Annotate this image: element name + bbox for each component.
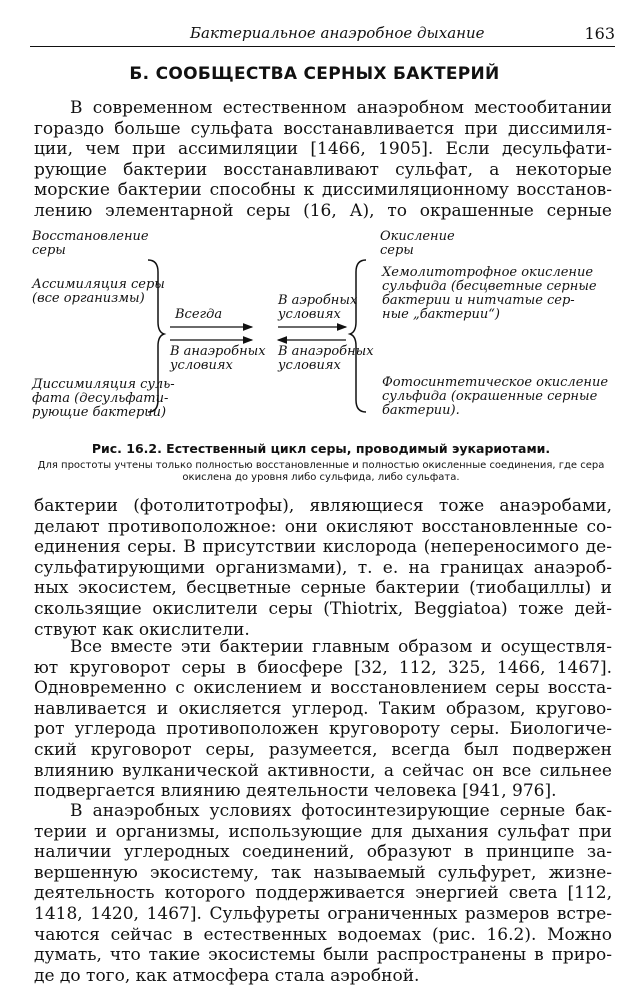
- text-line: В современном естественном анаэробном местообитании: [70, 98, 612, 118]
- intro-paragraph: [34, 98, 612, 222]
- text-line: ют круговорот серы в биосфере [32, 112, 325, 1466, 1467].: [34, 657, 612, 678]
- sulfur-cycle-diagram: [30, 230, 620, 435]
- text-line: ствуют как окислители.: [34, 619, 250, 640]
- caption-text: Для простоты учтены только полностью восстановленные и полностью окисленные соединения, где сера окислена до уровня либо сульфида, либо сульфата.: [37, 460, 605, 483]
- label-line: Диссимиляция суль-: [32, 377, 175, 392]
- always-label: Всегда: [175, 307, 223, 322]
- text-line: деятельность которого поддерживается энергией света [112,: [34, 883, 612, 904]
- label-line: Ассимиляция серы: [32, 277, 165, 292]
- text-line: влиянию вулканической активности, а сейчас он все сильнее: [34, 760, 612, 781]
- text-line: навливается и окисляется углерод. Таким образом, кругово-: [34, 698, 612, 719]
- figure-caption: [30, 441, 612, 484]
- text-line: 1418, 1420, 1467]. Сульфуреты ограниченных размеров встре-: [34, 903, 612, 924]
- label-line: В анаэробных: [278, 344, 374, 359]
- label-line: сульфида (окрашенные серные: [382, 389, 598, 404]
- caption-title: Рис. 16.2. Естественный цикл серы, проводимый эукариотами.: [91, 441, 551, 456]
- label-line: сульфида (бесцветные серные: [382, 279, 597, 294]
- label-line: бактерии и нитчатые сер-: [382, 293, 575, 308]
- label-line: серы: [32, 243, 66, 258]
- paragraph-2: [34, 637, 612, 802]
- label-line: В анаэробных: [170, 344, 266, 359]
- text-line: сульфатирующими организмами), т. е. на границах анаэроб-: [34, 557, 612, 578]
- text-line: В анаэробных условиях фотосинтезирующие серные бак-: [70, 801, 612, 821]
- page-number: 163: [584, 24, 615, 43]
- label-line: рующие бактерии): [32, 405, 167, 420]
- text-line: делают противоположное: они окисляют восстановленные со-: [34, 516, 612, 537]
- text-line: думать, что такие экосистемы были распространены в приро-: [34, 945, 612, 966]
- label-line: Фотосинтетическое окисление: [382, 375, 609, 390]
- text-line: лению элементарной серы (16, А), то окрашенные серные: [34, 200, 612, 221]
- text-line: Все вместе эти бактерии главным образом и осуществля-: [70, 637, 612, 657]
- text-line: скользящие окислители серы (Thiotrix, Beggiatoa) тоже дей-: [34, 598, 612, 619]
- text-line: Одновременно с окислением и восстановлением серы восста-: [34, 678, 612, 699]
- diagram-lines: [30, 230, 620, 435]
- text-line: де до того, как атмосфера стала аэробной.: [34, 965, 420, 986]
- label-line: фата (десульфати-: [32, 391, 169, 406]
- text-line: вершенную экосистему, так называемый сульфурет, жизне-: [34, 862, 612, 883]
- text-line: ции, чем при ассимиляции [1466, 1905]. Если десульфати-: [34, 139, 612, 160]
- paragraph-3: [34, 801, 612, 986]
- label-line: В аэробных: [278, 293, 358, 308]
- text-line: единения серы. В присутствии кислорода (непереносимого де-: [34, 537, 612, 558]
- label-line: Хемолитотрофное окисление: [382, 265, 594, 280]
- label-line: ные „бактерии“): [382, 307, 500, 322]
- label-line: условиях: [278, 307, 341, 322]
- left-brace: [148, 260, 164, 412]
- text-line: чаются сейчас в естественных водоемах (рис. 16.2). Можно: [34, 924, 612, 945]
- label-line: условиях: [278, 358, 341, 373]
- page-header: [30, 22, 615, 47]
- paragraph-1: [34, 496, 612, 640]
- section-title: Б. СООБЩЕСТВА СЕРНЫХ БАКТЕРИЙ: [129, 64, 500, 84]
- label-line: условиях: [170, 358, 233, 373]
- text-line: рот углерода противоположен круговороту серы. Биологиче-: [34, 719, 612, 740]
- label-line: Окисление: [380, 229, 455, 244]
- label-line: серы: [380, 243, 414, 258]
- label-line: Восстановление: [32, 229, 149, 244]
- label-line: бактерии).: [382, 403, 460, 418]
- text-line: терии и организмы, использующие для дыхания сульфат при: [34, 821, 612, 842]
- text-line: бактерии (фотолитотрофы), являющиеся тоже анаэробами,: [34, 496, 612, 516]
- text-line: рующие бактерии восстанавливают сульфат, а некоторые: [34, 159, 612, 180]
- running-title: Бактериальное анаэробное дыхание: [190, 24, 485, 42]
- text-line: наличии углеродных соединений, образуют в принципе за-: [34, 842, 612, 863]
- text-line: ных экосистем, бесцветные серные бактерии (тиобациллы) и: [34, 578, 612, 599]
- label-line: (все организмы): [32, 291, 145, 306]
- text-line: ский круговорот серы, разумеется, всегда был подвержен: [34, 739, 612, 760]
- text-line: подвергается влиянию деятельности человека [941, 976].: [34, 781, 557, 802]
- right-brace: [350, 260, 366, 412]
- text-line: морские бактерии способны к диссимиляционному восстанов-: [34, 180, 612, 201]
- text-line: гораздо больше сульфата восстанавливается при диссимиля-: [34, 118, 612, 139]
